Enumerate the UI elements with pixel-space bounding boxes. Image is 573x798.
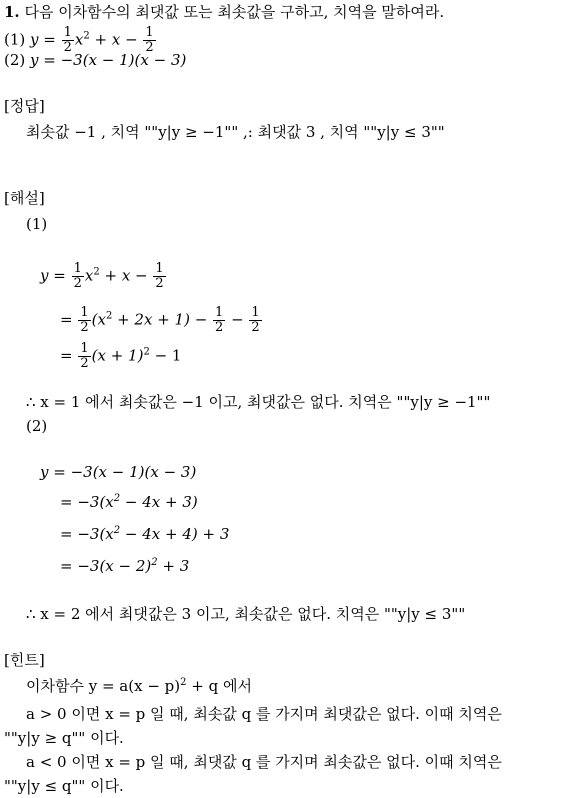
solution-heading: [해설] <box>4 189 45 207</box>
solution-part-2-conclusion: ∴ x = 2 에서 최댓값은 3 이고, 최솟값은 없다. 치역은 ""y|y ≤ 3"" <box>26 605 466 623</box>
problem-number: 1. <box>4 3 20 21</box>
part-label: (1) <box>4 30 26 49</box>
hint-heading: [힌트] <box>4 651 45 669</box>
solution-m-line-3: = $-3(x^2 - 4x + 4) + 3$ <box>60 525 230 543</box>
solution-m-line-4: = $-3(x - 2)^2 + 3$ <box>60 557 190 575</box>
fraction: $\frac{1}{2}$ <box>80 341 89 371</box>
hint-line-4: a < 0 이면 x = p 일 때, 최댓값 q 를 가지며 최솟값은 없다. 이때 치역은 <box>26 753 502 771</box>
expr-part: x <box>74 30 84 49</box>
hint-line-2: a > 0 이면 x = p 일 때, 최솟값 q 를 가지며 최댓값은 없다. 이때 치역은 <box>26 705 502 723</box>
hint-line-3: ""y|y ≥ q"" 이다. <box>4 729 124 747</box>
solution-part-1-conclusion: ∴ x = 1 에서 최솟값은 −1 이고, 최댓값은 없다. 치역은 ""y|y ≥ −1"" <box>26 393 491 411</box>
part-label: (2) <box>4 51 26 69</box>
expr-part: + x − <box>89 30 143 49</box>
problem-part-2 <box>4 50 186 70</box>
fraction: $\frac{1}{2}$ <box>145 25 154 55</box>
solution-line-2: = $\frac{1}{2}$ $(x^2 + 2x + 1)$ − $\frac{1}{2}$ − $\frac{1}{2}$ <box>60 305 260 335</box>
solution-part-2-label: (2) <box>26 417 48 435</box>
solution-line-3: = $\frac{1}{2}$ $(x + 1)^2 - 1$ <box>60 341 182 371</box>
fraction: $\frac{1}{2}$ <box>63 25 72 55</box>
answer-text: 최솟값 −1 , 치역 ""y|y ≥ −1"" ,: 최댓값 3 , 치역 ""y|y ≤ 3"" <box>26 123 445 141</box>
solution-part-1-label: (1) <box>26 215 48 233</box>
fraction: $\frac{1}{2}$ <box>215 305 224 335</box>
solution-line-1: y = $\frac{1}{2}$ $x^2 + x$ − $\frac{1}{2}$ <box>40 261 164 291</box>
fraction: $\frac{1}{2}$ <box>251 305 260 335</box>
solution-m-line-2: = $-3(x^2 - 4x + 3)$ <box>60 493 198 511</box>
problem-text: 다음 이차함수의 최댓값 또는 최솟값을 구하고, 치역을 말하여라. <box>24 3 445 21</box>
hint-line-5: ""y|y ≤ q"" 이다. <box>4 777 124 795</box>
exponent: 2 <box>83 30 90 42</box>
solution-m-line-1: y = −3(x − 1)(x − 3) <box>40 463 197 481</box>
hint-line-1: 이차함수 $y = a(x - p)^2 + q$ 에서 <box>26 677 252 695</box>
fraction: $\frac{1}{2}$ <box>80 305 89 335</box>
problem-statement <box>4 2 444 22</box>
fraction: $\frac{1}{2}$ <box>155 261 164 291</box>
expr: y = −3(x − 1)(x − 3) <box>30 51 187 69</box>
fraction: $\frac{1}{2}$ <box>73 261 82 291</box>
answer-heading: [정답] <box>4 97 45 115</box>
expr-part: y = <box>30 30 61 49</box>
